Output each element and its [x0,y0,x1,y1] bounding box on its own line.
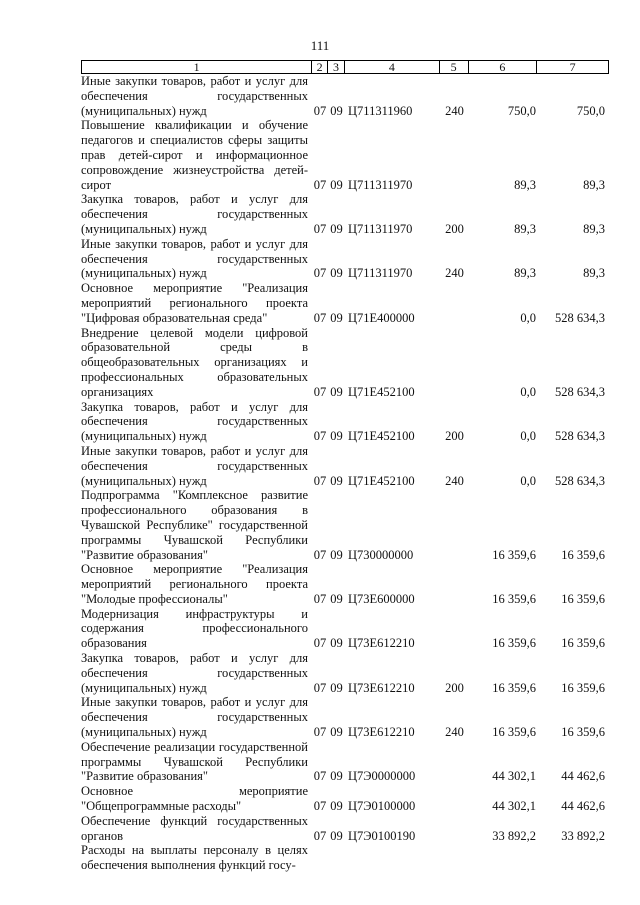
row-section: 07 [313,769,327,784]
row-name: Внедрение целевой модели цифровой образовательной среды в общеобразовательных организациях и профессиональных образовательных организациях [81,325,308,399]
row-amount-year-1: 89,3 [514,266,536,281]
row-subsection: 09 [330,769,343,784]
row-amount-year-1: 0,0 [520,310,536,325]
row-subsection: 09 [330,384,343,399]
row-name: Обеспечение реализации государственной программы Чувашской Республики "Развитие образования" [81,739,308,784]
table-row [81,651,609,695]
row-subsection: 09 [330,103,343,118]
row-amount-year-1: 16 359,6 [492,547,536,562]
table-row [81,562,609,606]
row-amount-year-2: 16 359,6 [561,547,605,562]
budget-table-body [81,74,609,873]
row-section: 07 [313,636,327,651]
row-name: Иные закупки товаров, работ и услуг для обеспечения государственных (муниципальных) нужд [81,695,308,740]
row-name: Иные закупки товаров, работ и услуг для обеспечения государственных (муниципальных) нужд [81,74,308,118]
row-target-article: Ц71Е452100 [348,473,415,488]
row-name: Закупка товаров, работ и услуг для обеспечения государственных (муниципальных) нужд [81,399,308,444]
row-amount-year-1: 0,0 [520,429,536,444]
row-target-article: Ц711311960 [348,103,413,118]
row-subsection: 09 [330,591,343,606]
row-amount-year-2: 33 892,2 [561,828,605,843]
row-subsection: 09 [330,221,343,236]
row-target-article: Ц73Е600000 [348,591,415,606]
table-row [81,326,609,400]
row-amount-year-2: 16 359,6 [561,680,605,695]
row-amount-year-2: 89,3 [583,177,605,192]
row-section: 07 [313,177,327,192]
row-amount-year-1: 89,3 [514,221,536,236]
row-amount-year-1: 16 359,6 [492,680,536,695]
row-expense-type: 240 [445,103,464,118]
row-name: Основное мероприятие "Реализация мероприятий регионального проекта "Цифровая образовательная среда" [81,281,308,325]
row-section: 07 [313,103,327,118]
row-section: 07 [313,266,327,281]
row-subsection: 09 [330,177,343,192]
row-name: Повышение квалификации и обучение педагогов и специалистов сферы защиты прав детей-сирот и информационное сопровождение жизнеустройства детей-сирот [81,118,308,192]
row-amount-year-1: 16 359,6 [492,591,536,606]
row-target-article: Ц71Е400000 [348,310,415,325]
row-amount-year-1: 750,0 [507,103,536,118]
row-amount-year-2: 16 359,6 [561,725,605,740]
row-subsection: 09 [330,429,343,444]
table-row [81,118,609,192]
row-amount-year-1: 44 302,1 [492,799,536,814]
row-target-article: Ц7Э0100000 [348,799,416,814]
row-section: 07 [313,473,327,488]
row-amount-year-1: 0,0 [520,384,536,399]
row-section: 07 [313,828,327,843]
header-col-2: 2 [312,61,328,73]
row-target-article: Ц711311970 [348,177,413,192]
header-col-1: 1 [82,61,312,73]
row-name: Обеспечение функций государственных органов [81,813,308,843]
row-amount-year-1: 89,3 [514,177,536,192]
table-row [81,192,609,236]
row-section: 07 [313,310,327,325]
row-amount-year-2: 750,0 [576,103,605,118]
row-subsection: 09 [330,473,343,488]
row-name: Модернизация инфраструктуры и содержания профессионального образования [81,606,308,651]
header-col-7: 7 [569,60,576,74]
row-target-article: Ц7Э0000000 [348,769,416,784]
table-row [81,281,609,325]
row-subsection: 09 [330,310,343,325]
table-row [81,237,609,281]
page-number: 111 [310,38,330,53]
row-amount-year-1: 44 302,1 [492,769,536,784]
row-amount-year-2: 89,3 [583,266,605,281]
header-col-6: 6 [469,61,538,73]
row-target-article: Ц71Е452100 [348,384,415,399]
row-expense-type: 200 [445,221,464,236]
table-row [81,740,609,784]
row-subsection: 09 [330,799,343,814]
header-col-3: 3 [328,61,345,73]
row-subsection: 09 [330,680,343,695]
row-section: 07 [313,591,327,606]
row-subsection: 09 [330,266,343,281]
table-row [81,74,609,118]
row-subsection: 09 [330,636,343,651]
row-target-article: Ц711311970 [348,221,413,236]
row-section: 07 [313,799,327,814]
row-amount-year-2: 528 634,3 [555,384,605,399]
table-row [81,444,609,488]
row-target-article: Ц711311970 [348,266,413,281]
table-row [81,488,609,562]
row-section: 07 [313,429,327,444]
row-amount-year-1: 33 892,2 [492,828,536,843]
row-section: 07 [313,547,327,562]
row-amount-year-2: 528 634,3 [555,310,605,325]
row-amount-year-1: 0,0 [520,473,536,488]
row-subsection: 09 [330,725,343,740]
table-header [81,60,609,74]
row-section: 07 [313,221,327,236]
row-expense-type: 240 [445,725,464,740]
row-target-article: Ц7Э0100190 [348,828,416,843]
row-amount-year-2: 16 359,6 [561,591,605,606]
row-expense-type: 200 [445,429,464,444]
row-amount-year-2: 89,3 [583,221,605,236]
row-name: Основное мероприятие "Реализация мероприятий регионального проекта "Молодые профессионалы" [81,562,308,606]
row-target-article: Ц73Е612210 [348,725,415,740]
row-amount-year-1: 16 359,6 [492,725,536,740]
row-name: Основное мероприятие "Общепрограммные расходы" [81,784,308,814]
table-row [81,400,609,444]
row-subsection: 09 [330,547,343,562]
table-row [81,843,609,873]
header-col-4: 4 [345,61,440,73]
row-subsection: 09 [330,828,343,843]
row-amount-year-1: 16 359,6 [492,636,536,651]
row-target-article: Ц73Е612210 [348,680,415,695]
table-row [81,784,609,814]
row-expense-type: 240 [445,473,464,488]
row-amount-year-2: 16 359,6 [561,636,605,651]
table-row [81,814,609,844]
row-target-article: Ц730000000 [348,547,414,562]
row-target-article: Ц71Е452100 [348,429,415,444]
row-name: Иные закупки товаров, работ и услуг для обеспечения государственных (муниципальных) нужд [81,443,308,488]
row-amount-year-2: 528 634,3 [555,429,605,444]
row-amount-year-2: 44 462,6 [561,799,605,814]
row-name: Расходы на выплаты персоналу в целях обеспечения выполнения функций госу- [81,843,308,873]
header-col-5: 5 [440,61,469,73]
table-row [81,695,609,739]
row-name: Подпрограмма "Комплексное развитие профессионального образования в Чувашской Республике" государственной программы Чувашской Республики "Развитие образования" [81,488,308,562]
row-section: 07 [313,680,327,695]
row-section: 07 [313,725,327,740]
row-expense-type: 200 [445,680,464,695]
row-name: Закупка товаров, работ и услуг для обеспечения государственных (муниципальных) нужд [81,192,308,236]
row-expense-type: 240 [445,266,464,281]
row-amount-year-2: 44 462,6 [561,769,605,784]
row-section: 07 [313,384,327,399]
row-amount-year-2: 528 634,3 [555,473,605,488]
table-row [81,607,609,651]
row-target-article: Ц73Е612210 [348,636,415,651]
row-name: Иные закупки товаров, работ и услуг для обеспечения государственных (муниципальных) нужд [81,236,308,281]
row-name: Закупка товаров, работ и услуг для обеспечения государственных (муниципальных) нужд [81,651,308,695]
